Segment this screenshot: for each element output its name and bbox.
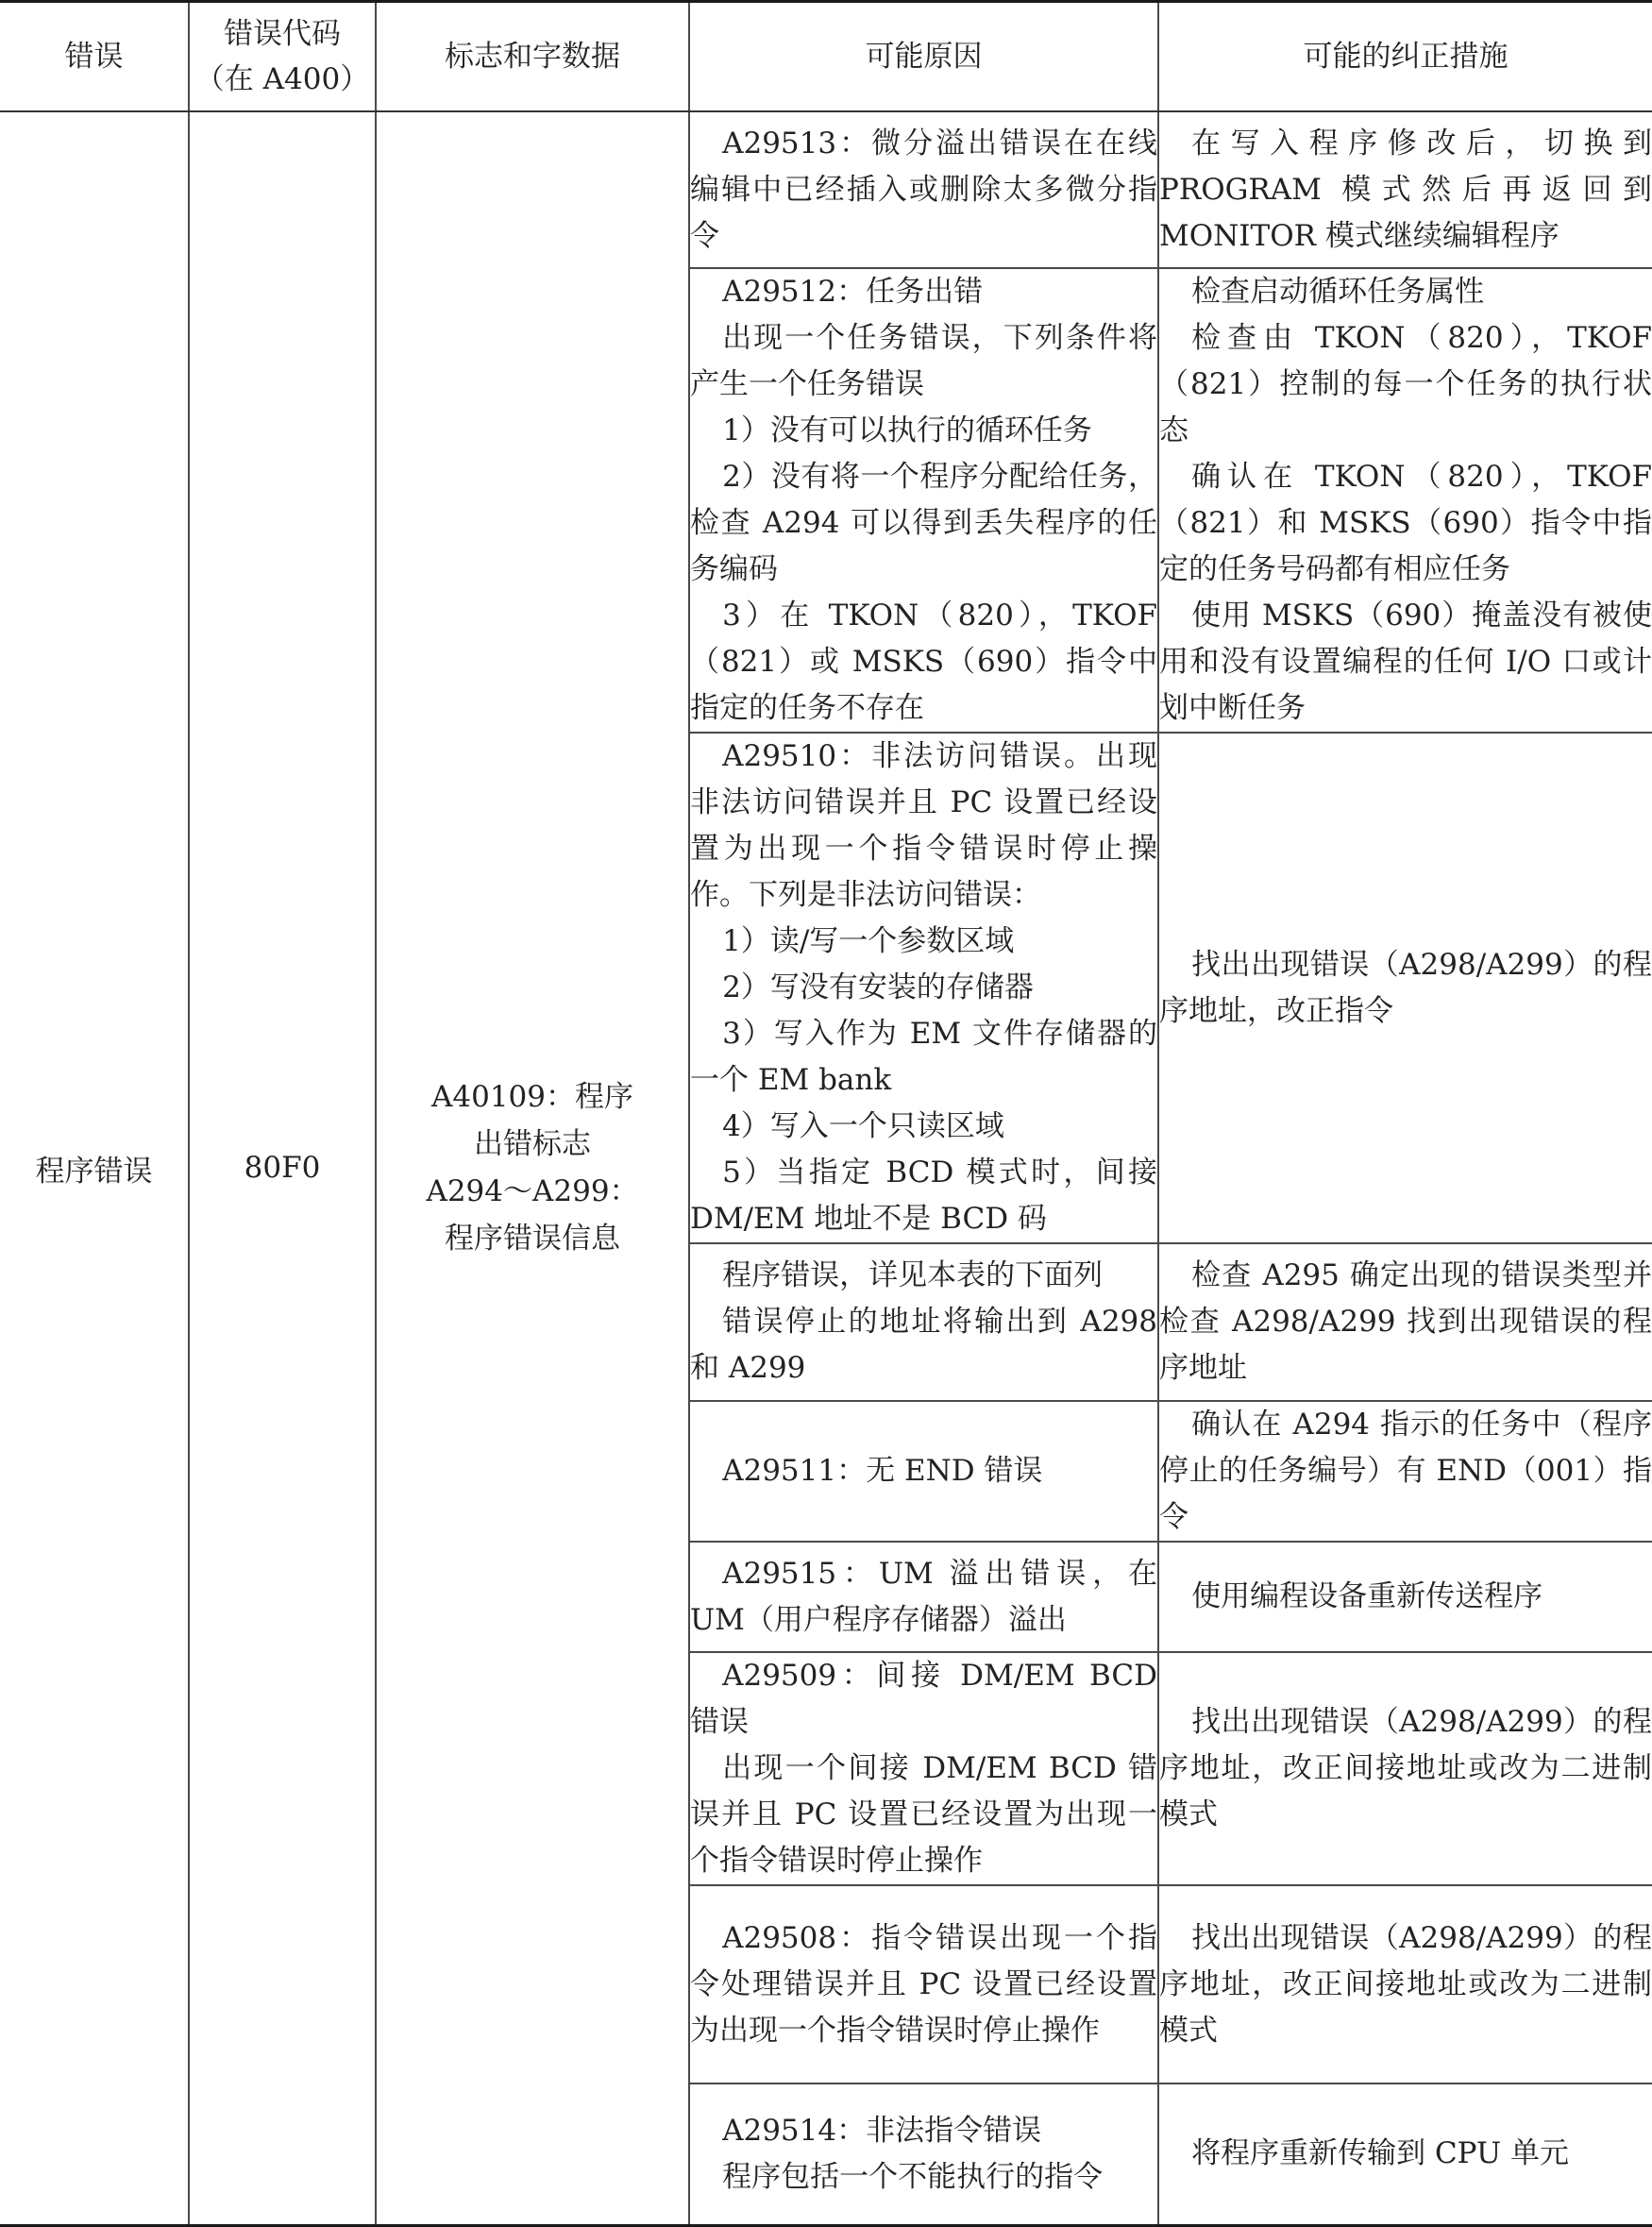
cause-line: 程序包括一个不能执行的指令	[722, 2159, 1104, 2194]
fix-cell	[1158, 1885, 1652, 2084]
cause-line: 程序错误，详见本表的下面列	[722, 1258, 1104, 1292]
cause-cell	[689, 1885, 1158, 2084]
cause-cell	[689, 268, 1158, 733]
fix-cell	[1158, 2084, 1652, 2225]
fix-line: 使用编程设备重新传送程序	[1191, 1579, 1543, 1613]
fix-cell	[1158, 1542, 1652, 1652]
cause-cell	[689, 1243, 1158, 1401]
fix-line: 在写入程序修改后，切换到 PROGRAM 模式然后再返回到 MONITOR 模式继续编辑程序	[1159, 126, 1652, 253]
cause-line: 1）没有可以执行的循环任务	[722, 413, 1092, 447]
cause-line: A29509：间接 DM/EM BCD 错误	[690, 1659, 1157, 1739]
cause-line: 3）在 TKON（820），TKOF（821）或 MSKS（690）指令中指定的任务不存在	[690, 599, 1157, 725]
flag-data-line: A40109：程序	[430, 1080, 633, 1115]
cause-line: 3）写入作为 EM 文件存储器的一个 EM bank	[690, 1017, 1157, 1097]
table-row	[0, 111, 1652, 268]
cause-line: A29512：任务出错	[722, 275, 984, 309]
cause-line: 错误停止的地址将输出到 A298 和 A299	[690, 1305, 1157, 1385]
cause-line: A29515：UM 溢出错误，在 UM（用户程序存储器）溢出	[690, 1556, 1157, 1637]
cause-line: 4）写入一个只读区域	[722, 1109, 1004, 1143]
header-error-code-line1: 错误代码	[224, 17, 341, 51]
fix-cell	[1158, 1243, 1652, 1401]
fix-cell	[1158, 1652, 1652, 1885]
fix-cell	[1158, 111, 1652, 268]
fix-cell	[1158, 1401, 1652, 1542]
cause-line: A29514：非法指令错误	[722, 2113, 1042, 2148]
fix-line: 将程序重新传输到 CPU 单元	[1191, 2136, 1569, 2171]
header-fixes: 可能的纠正措施	[1158, 2, 1652, 112]
flag-data-line: A294～A299：	[426, 1174, 639, 1209]
header-row	[0, 2, 1652, 112]
cause-cell	[689, 1401, 1158, 1542]
cause-line: 5）当指定 BCD 模式时，间接 DM/EM 地址不是 BCD 码	[690, 1156, 1157, 1236]
cause-line: 出现一个间接 DM/EM BCD 错误并且 PC 设置已经设置为出现一个指令错误时停止操作	[690, 1751, 1157, 1878]
fix-line: 确认在 TKON（820），TKOF（821）和 MSKS（690）指令中指定的任务号码都有相应任务	[1159, 460, 1652, 586]
header-causes: 可能原因	[689, 2, 1158, 112]
fix-cell	[1158, 733, 1652, 1243]
header-flags: 标志和字数据	[376, 2, 689, 112]
flag-data-line: 出错标志	[474, 1127, 591, 1162]
header-error-code	[189, 2, 376, 112]
flag-data-line: 程序错误信息	[445, 1222, 620, 1257]
fix-line: 找出出现错误（A298/A299）的程序地址，改正指令	[1159, 947, 1652, 1028]
cause-cell	[689, 1652, 1158, 1885]
cause-line: 2）写没有安装的存储器	[722, 970, 1034, 1004]
cause-line: 出现一个任务错误，下列条件将产生一个任务错误	[690, 321, 1157, 401]
fix-line: 检查启动循环任务属性	[1191, 275, 1485, 309]
cause-cell	[689, 2084, 1158, 2225]
fix-line: 检查由 TKON（820），TKOF（821）控制的每一个任务的执行状态	[1159, 321, 1652, 447]
cause-line: A29511：无 END 错误	[722, 1454, 1043, 1488]
header-error: 错误	[0, 2, 189, 112]
fix-line: 使用 MSKS（690）掩盖没有被使用和没有设置编程的任何 I/O 口或计划中断任务	[1159, 599, 1652, 725]
cause-cell	[689, 111, 1158, 268]
error-name-cell: 程序错误	[0, 111, 189, 2225]
error-code-cell: 80F0	[189, 111, 376, 2225]
fix-cell	[1158, 268, 1652, 733]
cause-line: A29513：微分溢出错误在在线编辑中已经插入或删除太多微分指令	[690, 126, 1157, 253]
cause-line: 2）没有将一个程序分配给任务，检查 A294 可以得到丢失程序的任务编码	[690, 460, 1157, 586]
fix-line: 确认在 A294 指示的任务中（程序停止的任务编号）有 END（001）指令	[1159, 1408, 1652, 1534]
cause-line: A29510：非法访问错误。出现非法访问错误并且 PC 设置已经设置为出现一个指令错误时停止操作。下列是非法访问错误：	[690, 739, 1157, 912]
cause-cell	[689, 733, 1158, 1243]
cause-cell	[689, 1542, 1158, 1652]
header-error-code-line2: （在 A400）	[194, 62, 370, 96]
flag-data-cell	[376, 111, 689, 2225]
cause-line: A29508：指令错误出现一个指令处理错误并且 PC 设置已经设置为出现一个指令错误时停止操作	[690, 1920, 1157, 2048]
fix-line: 找出出现错误（A298/A299）的程序地址，改正间接地址或改为二进制模式	[1159, 1705, 1652, 1831]
fix-line: 找出出现错误（A298/A299）的程序地址，改正间接地址或改为二进制模式	[1159, 1920, 1652, 2048]
cause-line: 1）读/写一个参数区域	[722, 924, 1015, 958]
fix-line: 检查 A295 确定出现的错误类型并检查 A298/A299 找到出现错误的程序地址	[1159, 1258, 1652, 1385]
